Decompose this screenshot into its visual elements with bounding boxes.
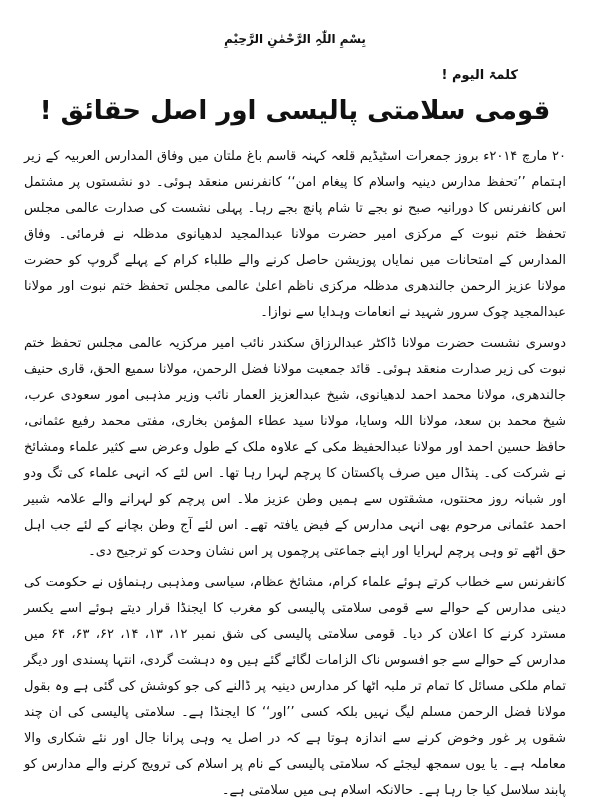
bismillah-heading: بِسْمِ اللّٰہِ الرَّحْمٰنِ الرَّحِیْمِ: [224, 32, 366, 46]
paragraph-3: کانفرنس سے خطاب کرتے ہوئے علماء کرام، مشائخ عظام، سیاسی ومذہبی رہنماؤں نے حکومت کی دینی مدارس کے حوالے سے قومی سلامتی پالیسی کو مغرب کا ایجنڈا قرار دیتے ہوئے اسے یکسر مسترد کرنے کا اعلان کر دیا۔ قومی سلامتی پالیسی کی شق نمبر ۱۲، ۱۳، ۱۴، ۶۲، ۶۳، ۶۴ میں مدارس کے حوالے سے جو افسوس ناک الزامات لگائے گئے ہیں وہ دہشت گردی، انتہا پسندی اور دیگر تمام ملکی مسائل کا تمام تر ملبہ اٹھا کر مدارس دینیہ پر ڈالنے کی جو کوشش کی گئی ہے وہ بقول مولانا فضل الرحمن مسلم لیگ نہیں بلکہ کسی ’’اور‘‘ کا ایجنڈا ہے۔ سلامتی پالیسی کی ان چند شقوں پر غور وخوض کرنے سے اندازہ ہوتا ہے کہ در اصل یہ وہی پرانا جال اور نئے شکاری والا معاملہ ہے۔ یا یوں سمجھ لیجئے کہ سلامتی پالیسی کے نام پر اسلام کی ترویج کرنے والے مدارس کو پابند سلاسل کیا جا رہا ہے۔ حالانکہ اسلام ہی میں سلامتی ہے۔: [24, 575, 567, 798]
article-body: [24, 144, 566, 804]
article-title: قومی سلامتی پالیسی اور اصل حقائق !: [39, 96, 551, 126]
paragraph-2: دوسری نشست حضرت مولانا ڈاکٹر عبدالرزاق سکندر نائب امیر مرکزیہ عالمی مجلس تحفظ ختم نبوت کی زیر صدارت منعقد ہوئی۔ قائد جمعیت مولانا فضل الرحمن، مولانا سمیع الحق، قاری حنیف جالندھری، مولانا محمد احمد لدھیانوی، شیخ عبدالعزیز العمار نائب وزیر مذہبی امور سعودی عرب، شیخ محمد بن سعد، مولانا اللہ وسایا، مولانا سید عطاء المؤمن بخاری، مفتی محمد رفیع عثمانی، حافظ حسین احمد اور مولانا عبدالحفیظ مکی کے علاوہ ملک کے طول وعرض سے کثیر علماء ومشائخ نے شرکت کی۔ پنڈال میں صرف پاکستان کا پرچم لہرا رہا تھا۔ اس لئے کہ انہی علماء کی تگ ودو اور شبانہ روز محنتوں، مشقتوں سے ہمیں وطن عزیز ملا۔ اس پرچم کو لہرانے والے علامہ شبیر احمد عثمانی مرحوم بھی انہی مدارس کے فیض یافتہ تھے۔ اس لئے آج وطن بچانے کے لئے جب اہل حق اٹھے تو وہی پرچم لہرایا اور اپنے جماعتی پرچموں پر اس نشان وحدت کو ترجیح دی۔: [24, 336, 566, 559]
paragraph-1: ۲۰ مارچ ۲۰۱۴ء بروز جمعرات اسٹیڈیم قلعہ کہنہ قاسم باغ ملتان میں وفاق المدارس العربیہ کے زیر اہتمام ’’تحفظ مدارس دینیہ واسلام کا پیغام امن‘‘ کانفرنس منعقد ہوئی۔ دو نشستوں پر مشتمل اس کانفرنس کا دورانیہ صبح نو بجے تا شام پانچ بجے رہا۔ پہلی نشست کی صدارت عالمی مجلس تحفظ ختم نبوت کے مرکزی امیر حضرت مولانا عبدالمجید لدھیانوی مدظلہ نے فرمائی۔ وفاق المدارس کے امتحانات میں نمایاں پوزیشن حاصل کرنے والے طلباء کرام کے پہلے گروپ کو حضرت مولانا عزیز الرحمن جالندھری مدظلہ مرکزی ناظم اعلیٰ عالمی مجلس تحفظ ختم نبوت اور مولانا عبدالمجید چوک سرور شہید نے انعامات وہدایا سے نوازا۔: [24, 149, 567, 320]
column-label: کلمۃ الیوم !: [441, 68, 518, 83]
